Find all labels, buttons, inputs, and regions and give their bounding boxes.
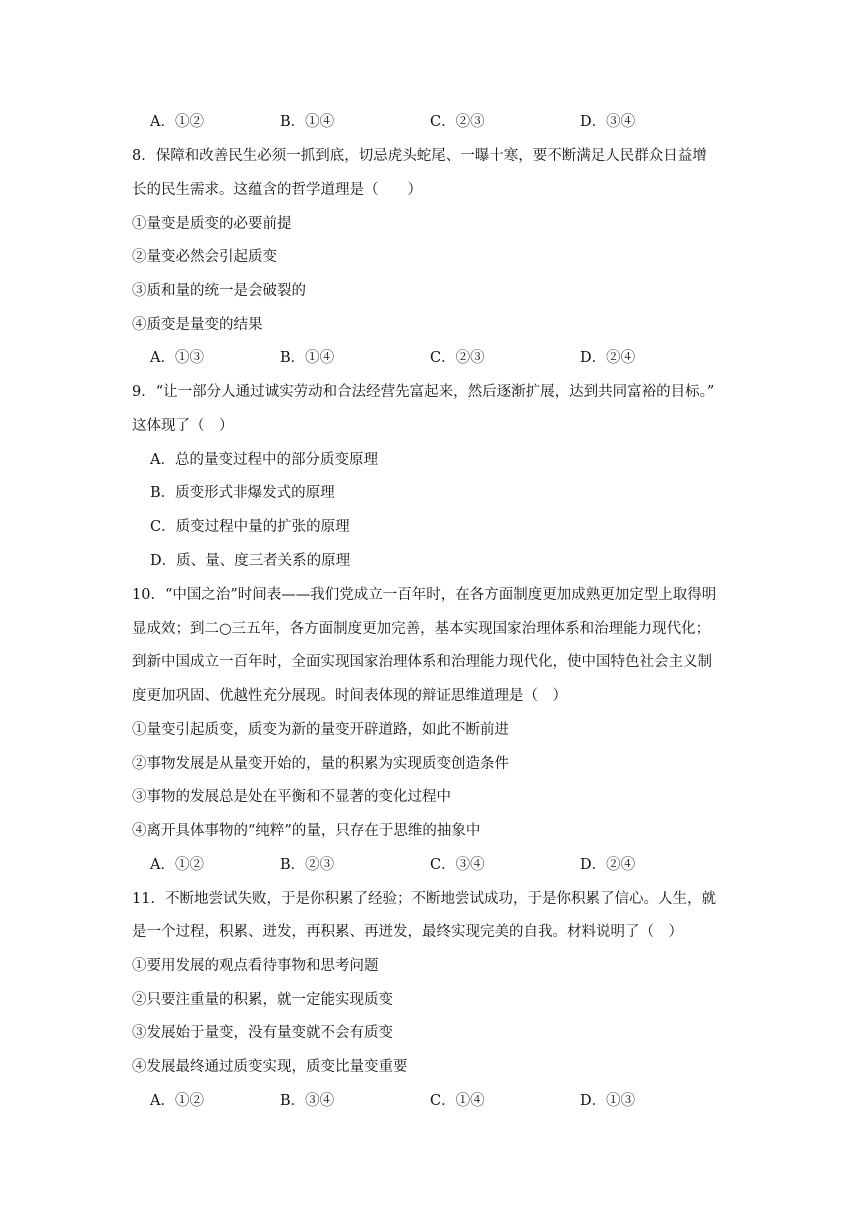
q10-stem-line-3: 到新中国成立一百年时，全面实现国家治理体系和治理能力现代化，使中国特色社会主义制	[132, 654, 712, 670]
q9-stem-line-2: 这体现了（ ）	[132, 418, 234, 434]
q11-item-4: ④发展最终通过质变实现，质变比量变重要	[132, 1059, 408, 1075]
q10-item-4: ④离开具体事物的“纯粹”的量，只存在于思维的抽象中	[132, 823, 481, 839]
q8-stem-line-1: 8．保障和改善民生必须一抓到底，切忌虎头蛇尾、一曝十寒，要不断满足人民群众日益增	[132, 148, 707, 164]
q10-option-c[interactable]: C．③④	[430, 857, 485, 873]
q8-item-3: ③质和量的统一是会破裂的	[132, 283, 306, 299]
q8-item-4: ④质变是量变的结果	[132, 317, 263, 333]
q11-option-b[interactable]: B．③④	[280, 1093, 335, 1109]
q8-item-2: ②量变必然会引起质变	[132, 249, 277, 265]
q10-stem-line-4: 度更加巩固、优越性充分展现。时间表体现的辩证思维道理是（ ）	[132, 688, 567, 704]
q10-options	[150, 855, 710, 875]
q10-option-b[interactable]: B．②③	[280, 857, 335, 873]
q11-stem-line-1: 11．不断地尝试失败，于是你积累了经验；不断地尝试成功，于是你积累了信心。人生，就	[132, 891, 716, 907]
q11-stem-line-2: 是一个过程，积累、迸发，再积累、再迸发，最终实现完美的自我。材料说明了（ ）	[132, 924, 683, 940]
q10-option-d[interactable]: D．②④	[580, 857, 636, 873]
q11-option-a[interactable]: A．①②	[150, 1093, 204, 1109]
q8-item-1: ①量变是质变的必要前提	[132, 216, 292, 232]
q9-option-b[interactable]: B．质变形式非爆发式的原理	[150, 485, 335, 501]
q9-option-c[interactable]: C．质变过程中量的扩张的原理	[150, 519, 350, 535]
q8-stem-line-2: 长的民生需求。这蕴含的哲学道理是（ ）	[132, 182, 422, 198]
q11-item-1: ①要用发展的观点看待事物和思考问题	[132, 958, 379, 974]
q10-option-a[interactable]: A．①②	[150, 857, 204, 873]
q10-item-1: ①量变引起质变，质变为新的量变开辟道路，如此不断前进	[132, 722, 509, 738]
q9-option-d[interactable]: D．质、量、度三者关系的原理	[150, 553, 351, 569]
q10-item-3: ③事物的发展总是处在平衡和不显著的变化过程中	[132, 789, 451, 805]
q8-option-a[interactable]: A．①③	[150, 350, 204, 366]
q10-stem-line-1: 10．“中国之治”时间表——我们党成立一百年时，在各方面制度更加成熟更加定型上取得明	[132, 587, 717, 603]
q8-options	[150, 348, 710, 368]
q11-option-c[interactable]: C．①④	[430, 1093, 485, 1109]
q7-option-d[interactable]: D．③④	[580, 114, 636, 130]
q10-item-2: ②事物发展是从量变开始的，量的积累为实现质变创造条件	[132, 756, 509, 772]
q8-option-d[interactable]: D．②④	[580, 350, 636, 366]
q7-option-b[interactable]: B．①④	[280, 114, 335, 130]
q11-item-3: ③发展始于量变，没有量变就不会有质变	[132, 1025, 393, 1041]
q7-option-c[interactable]: C．②③	[430, 114, 485, 130]
q7-option-a[interactable]: A．①②	[150, 114, 204, 130]
q9-option-a[interactable]: A．总的量变过程中的部分质变原理	[150, 452, 378, 468]
q8-option-c[interactable]: C．②③	[430, 350, 485, 366]
q11-item-2: ②只要注重量的积累，就一定能实现质变	[132, 992, 393, 1008]
q11-option-d[interactable]: D．①③	[580, 1093, 636, 1109]
q10-stem-line-2: 显成效；到二○三五年，各方面制度更加完善，基本实现国家治理体系和治理能力现代化；	[132, 621, 711, 637]
q8-option-b[interactable]: B．①④	[280, 350, 335, 366]
q9-stem-line-1: 9．“让一部分人通过诚实劳动和合法经营先富起来，然后逐渐扩展，达到共同富裕的目标。”	[132, 384, 715, 400]
q7-options	[150, 112, 710, 132]
q11-options	[150, 1091, 710, 1111]
